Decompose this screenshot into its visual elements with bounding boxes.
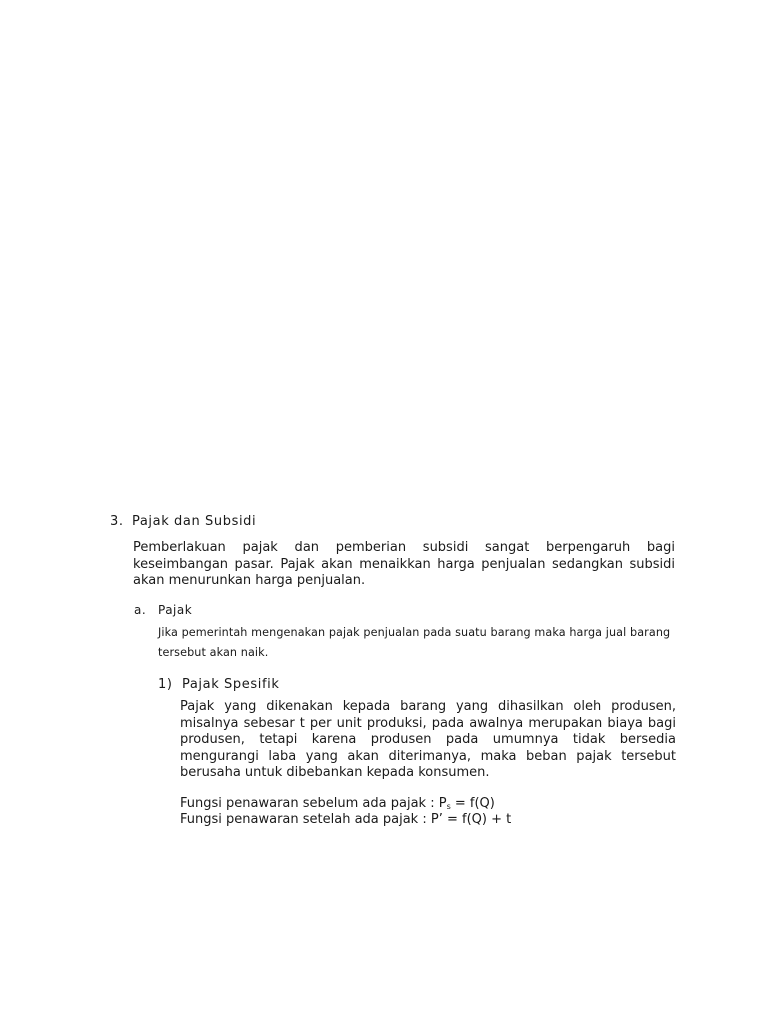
section-heading xyxy=(110,514,256,530)
formula-before-rhs: = f(Q) xyxy=(450,796,495,811)
formula-after-tax xyxy=(180,812,511,828)
subsection-label: a. xyxy=(134,603,147,617)
subsection-title: Pajak xyxy=(158,603,193,617)
section-number: 3. xyxy=(110,514,124,529)
formula-before-tax xyxy=(180,796,495,812)
item-heading xyxy=(158,677,279,693)
formula-after-equation: P’ = f(Q) + t xyxy=(430,812,512,827)
item-label: 1) xyxy=(158,677,173,692)
formula-after-label: Fungsi penawaran setelah ada pajak : xyxy=(180,812,431,827)
formula-before-label: Fungsi penawaran sebelum ada pajak : xyxy=(180,796,439,811)
item-title: Pajak Spesifik xyxy=(182,677,280,692)
subsection-heading xyxy=(134,603,192,618)
section-intro-paragraph: Pemberlakuan pajak dan pemberian subsidi sangat berpengaruh bagi keseimbangan pasar. Pajak akan menaikkan harga penjualan sedangkan subsidi akan menurunkan harga penjualan. xyxy=(133,540,675,588)
formula-before-subscript: s xyxy=(446,802,451,811)
item-paragraph: Pajak yang dikenakan kepada barang yang dihasilkan oleh produsen, misalnya sebesar t per unit produksi, pada awalnya merupakan biaya bagi produsen, tetapi karena produsen pada umumnya tidak bersedia mengurangi laba yang akan diterimanya, maka beban pajak tersebut berusaha untuk dibebankan kepada konsumen. xyxy=(180,699,676,780)
subsection-paragraph: Jika pemerintah mengenakan pajak penjualan pada suatu barang maka harga jual barang tersebut akan naik. xyxy=(158,626,671,659)
section-title: Pajak dan Subsidi xyxy=(132,514,257,529)
formula-before-p: P xyxy=(438,796,447,811)
